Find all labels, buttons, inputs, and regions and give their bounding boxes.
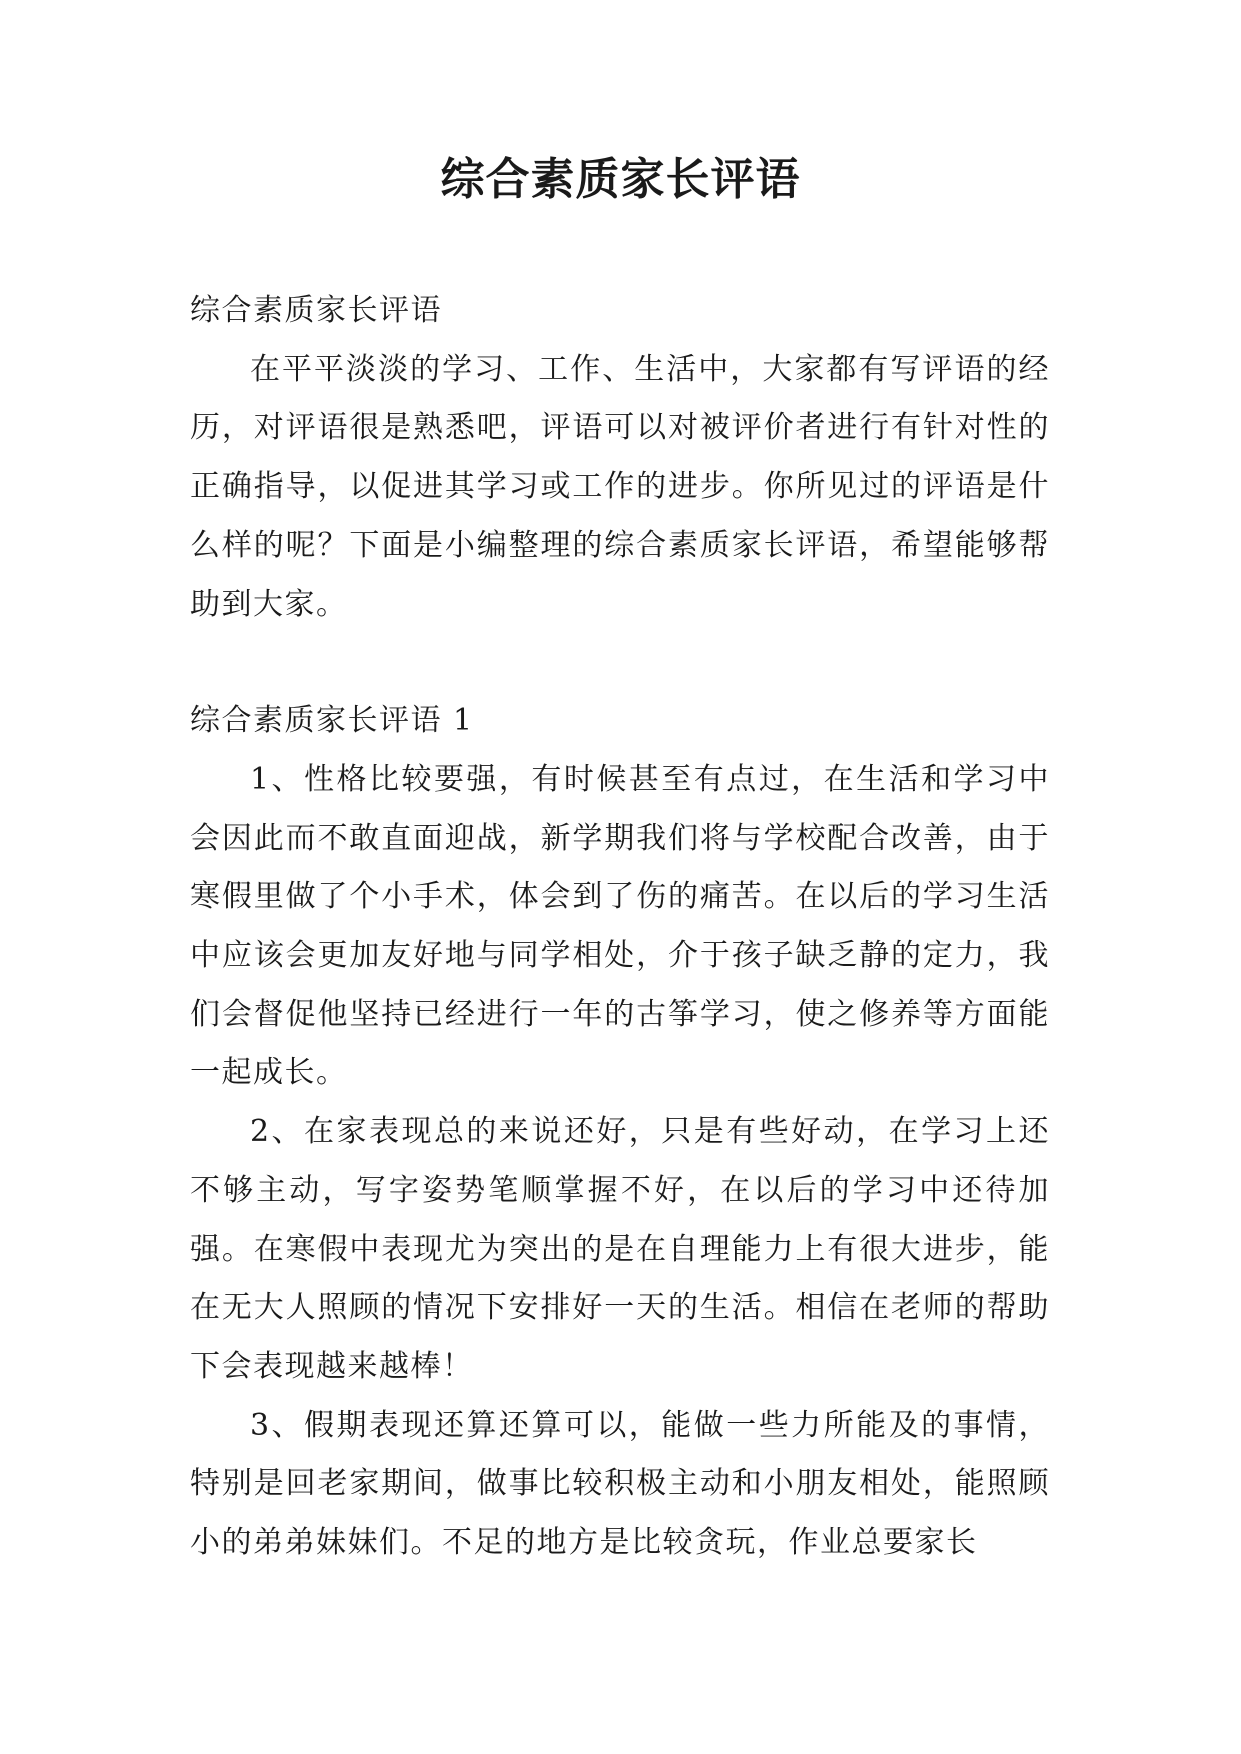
list-item: 3、假期表现还算还算可以，能做一些力所能及的事情，特别是回老家期间，做事比较积极主动和小朋友相处，能照顾小的弟弟妹妹们。不足的地方是比较贪玩，作业总要家长 (190, 1407, 1050, 1561)
document-title: 综合素质家长评语 (440, 154, 801, 205)
document-body (190, 282, 1050, 1573)
document-subtitle: 综合素质家长评语 (190, 293, 442, 328)
section-heading: 综合素质家长评语 1 (190, 703, 474, 739)
section-spacer (190, 634, 1050, 692)
list-item: 2、在家表现总的来说还好，只是有些好动，在学习上还不够主动，写字姿势笔顺掌握不好，在以后的学习中还待加强。在寒假中表现尤为突出的是在自理能力上有很大进步，能在无大人照顾的情况下安排好一天的生活。相信在老师的帮助下会表现越来越棒！ (190, 1114, 1050, 1384)
intro-paragraph: 在平平淡淡的学习、工作、生活中，大家都有写评语的经历，对评语很是熟悉吧，评语可以对被评价者进行有针对性的正确指导，以促进其学习或工作的进步。你所见过的评语是什么样的呢？下面是小编整理的综合素质家长评语，希望能够帮助到大家。 (190, 351, 1050, 622)
list-item: 1、性格比较要强，有时候甚至有点过，在生活和学习中会因此而不敢直面迎战，新学期我们将与学校配合改善，由于寒假里做了个小手术，体会到了伤的痛苦。在以后的学习生活中应该会更加友好地与同学相处，介于孩子缺乏静的定力，我们会督促他坚持已经进行一年的古筝学习，使之修养等方面能一起成长。 (190, 761, 1050, 1091)
